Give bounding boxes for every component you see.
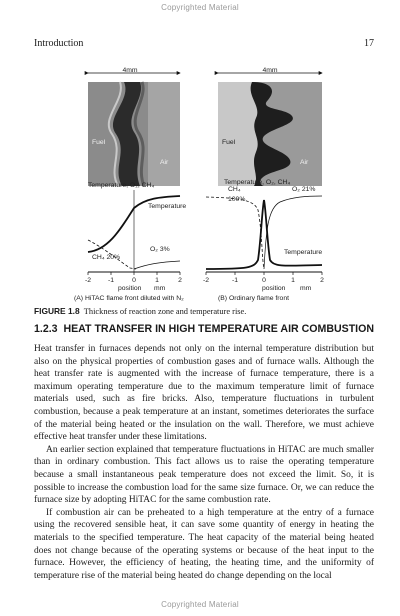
left-tick-0: -2 [84, 277, 92, 284]
right-unit: mm [300, 285, 312, 292]
paragraph-3: If combustion air can be preheated to a high temperature at the entry of a furnace using the recovered sensible heat, it can save some quantity of energy in heating the materials to the specified temperature. The heat capacity of the material being heated does not change because of the operating systems or because of the heat input to the furnace. However, the efficiency of heating, the heating time, and the uniformity of temperature rise of the material being heated do change depending on the local [34, 507, 374, 581]
right-tick-0: -2 [202, 277, 210, 284]
left-axis-title: Temperature, O₂, CH₄ [88, 182, 155, 189]
watermark-bottom: Copyrighted Material [161, 600, 239, 609]
left-temperature-label: Temperature [148, 203, 187, 210]
figure-1-8 [0, 60, 400, 306]
section-heading [34, 323, 374, 335]
right-tick-3: 1 [291, 277, 295, 284]
paragraph-2: An earlier section explained that temperature fluctuations in HiTAC are much smaller than in ordinary combustion. This fact allows us to raise the operating temperature because a small instantaneous peak temperature does not exceed the limit. So, it is possible to increase the combustion load for the same size furnace. Or, we can reduce the furnace size by adopting HiTAC for the same combustion rate. [34, 444, 374, 506]
left-o2-label: O₂ 3% [150, 246, 170, 253]
right-ch4-pct: 100% [228, 196, 246, 203]
running-header: Introduction [34, 38, 84, 49]
body-text [34, 343, 374, 582]
left-flame-image [88, 73, 180, 186]
figure-caption-text: Thickness of reaction zone and temperature rise. [83, 307, 247, 316]
right-o2-label: O₂ 21% [292, 186, 316, 193]
left-o2-curve [134, 261, 180, 269]
section-title: HEAT TRANSFER IN HIGH TEMPERATURE AIR COMBUSTION [63, 323, 375, 335]
right-fuel-label: Fuel [222, 139, 236, 146]
right-caption: (B) Ordinary flame front [218, 295, 290, 302]
right-temperature-curve [206, 200, 322, 269]
right-plot [206, 196, 322, 275]
page-number: 17 [364, 38, 374, 49]
paragraph-1: Heat transfer in furnaces depends not only on the internal temperature distribution but also on the physical properties of combustion gases and of furnace walls. Although the heat transfer rate is augmented with the increase of furnace temperature, there is a maximum operating temperature due to the maximum temperature limit of furnace materials used, such as fire bricks. Also, temperature fluctuations in turbulent combustion, because a peak temperature at an instant, sometimes deteriorates the surface of the material being heated or the insulation on the wall. Therefore, we must achieve effective heat transfer under these limitations. [34, 344, 374, 443]
watermark-top: Copyrighted Material [161, 3, 239, 12]
right-tick-4: 2 [320, 277, 324, 284]
left-xlabel: position [118, 285, 142, 292]
section-number: 1.2.3 [34, 323, 58, 335]
right-air-label: Air [300, 159, 309, 166]
left-ch4-label: CH₄ 20% [92, 254, 121, 261]
right-scale-label: 4mm [262, 67, 278, 74]
left-air-label: Air [160, 159, 169, 166]
right-flame-image [218, 73, 322, 186]
right-o2-curve [264, 196, 322, 269]
figure-caption-label: FIGURE 1.8 [34, 306, 80, 316]
right-ch4-curve [206, 197, 264, 269]
right-temperature-label: Temperature [284, 249, 323, 256]
right-xlabel: position [262, 285, 286, 292]
left-caption: (A) HiTAC flame front diluted with N₂ [74, 295, 184, 302]
left-unit: mm [154, 285, 166, 292]
left-fuel-label: Fuel [92, 139, 106, 146]
left-tick-3: 1 [155, 277, 159, 284]
left-tick-1: -1 [107, 277, 115, 284]
left-scale-label: 4mm [122, 67, 138, 74]
right-tick-1: -1 [231, 277, 239, 284]
left-tick-4: 2 [178, 277, 182, 284]
right-tick-2: 0 [262, 277, 266, 284]
right-ch4-label: CH₄ [228, 186, 241, 193]
left-tick-2: 0 [132, 277, 136, 284]
figure-caption [34, 306, 374, 316]
right-axis-title: Temperature, O₂, CH₄ [224, 179, 291, 186]
